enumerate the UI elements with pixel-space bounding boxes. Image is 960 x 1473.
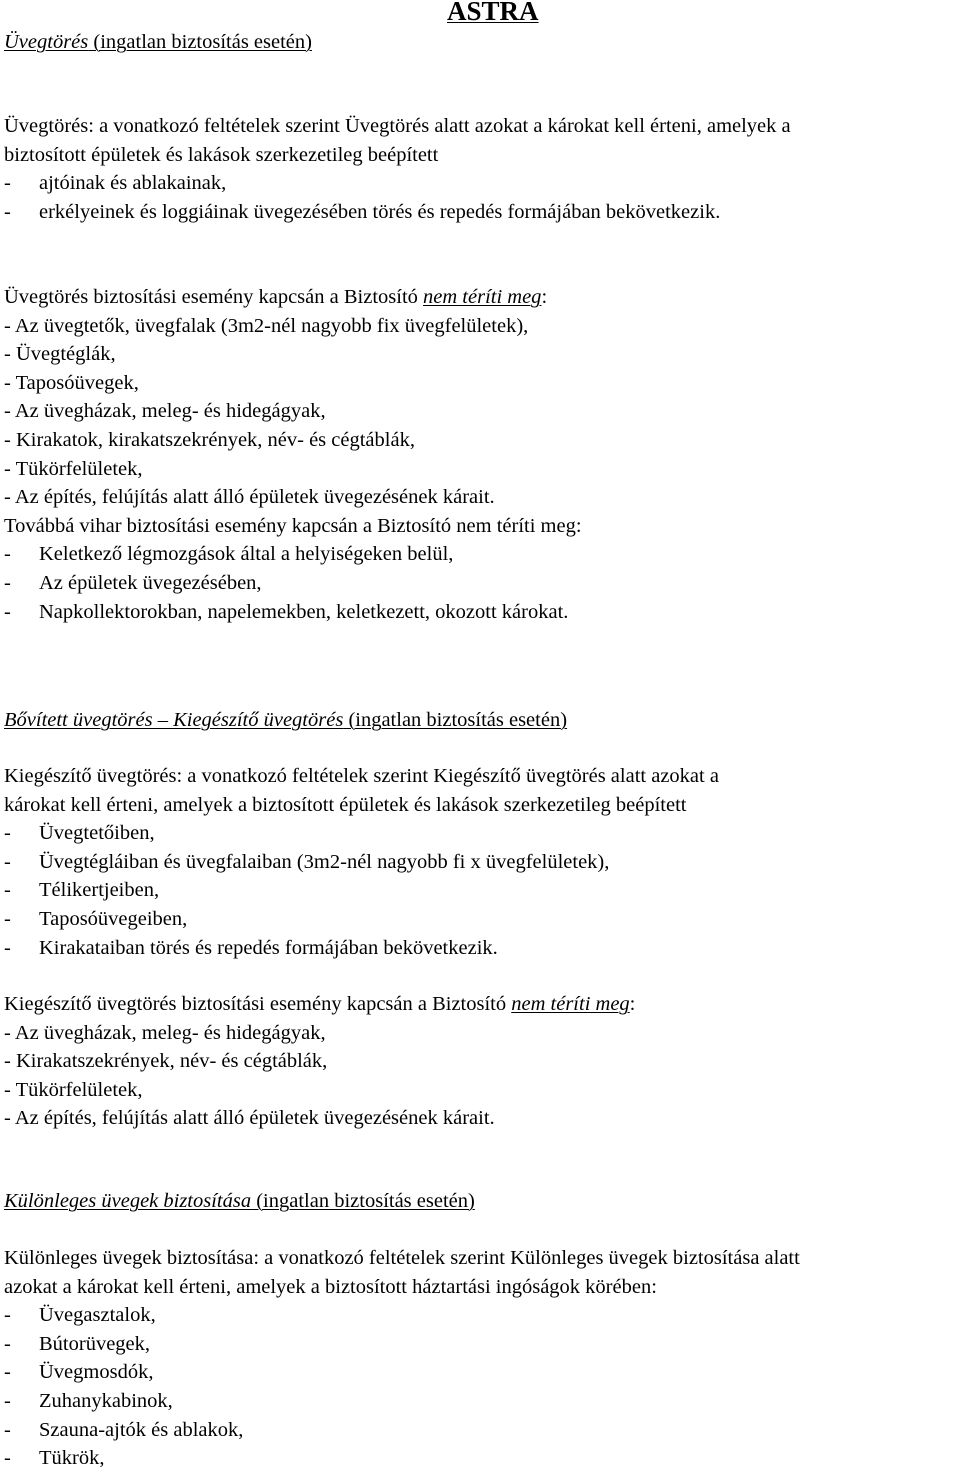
paragraph-line: Kiegészítő üvegtörés: a vonatkozó feltételek szerint Kiegészítő üvegtörés alatt azokat a [4, 765, 719, 787]
list-item: - erkélyeinek és loggiáinak üvegezésében törés és repedés formájában bekövetkezik. [4, 200, 721, 223]
list-item: - Az építés, felújítás alatt álló épületek üvegezésének kárait. [4, 486, 495, 509]
paragraph-line: Üvegtörés: a vonatkozó feltételek szerint Üvegtörés alatt azokat a károkat kell érteni, amelyek a [4, 115, 791, 137]
list-item: - Taposóüvegeiben, [4, 907, 188, 930]
list-item: - Taposóüvegek, [4, 371, 139, 394]
section-title-italic: Bővített üvegtörés – Kiegészítő üvegtörés [4, 709, 344, 731]
list-item: - Tükörfelületek, [4, 457, 143, 480]
section-title-uvegtores [4, 28, 960, 57]
list-item: - Napkollektorokban, napelemekben, keletkezett, okozott károkat. [4, 600, 569, 623]
list-item: - Az üvegtetők, üvegfalak (3m2-nél nagyobb fix üvegfelületek), [4, 314, 529, 337]
paragraph-line: károkat kell érteni, amelyek a biztosított épületek és lakások szerkezetileg beépített [4, 793, 687, 816]
exclusions-paragraph [4, 283, 960, 626]
section-title-rest: (ingatlan biztosítás esetén) [251, 1190, 475, 1212]
list-item: - Üvegtetőiben, [4, 822, 155, 845]
exclusions-heading: Kiegészítő üvegtörés biztosítási esemény kapcsán a Biztosító nem téríti meg: [4, 993, 636, 1015]
section-title-rest: (ingatlan biztosítás esetén) [343, 709, 568, 731]
list-item: - Tükörfelületek, [4, 1078, 143, 1101]
list-item: - Az építés, felújítás alatt álló épületek üvegezésének kárait. [4, 1107, 495, 1130]
list-item: - Kirakatszekrények, név- és cégtáblák, [4, 1050, 328, 1073]
list-item: - Kirakataiban törés és repedés formájában bekövetkezik. [4, 936, 498, 959]
list-item: - Az üvegházak, meleg- és hidegágyak, [4, 400, 326, 423]
list-item: - Az üvegházak, meleg- és hidegágyak, [4, 1021, 326, 1044]
exclusions-paragraph [4, 990, 960, 1133]
paragraph-line: Különleges üvegek biztosítása: a vonatkozó feltételek szerint Különleges üvegek biztosítása alatt [4, 1247, 800, 1269]
list-item: - Keletkező légmozgások által a helyiségeken belül, [4, 543, 454, 566]
list-item: - Tükrök, [4, 1447, 105, 1470]
brand-logo-text: ASTRA [447, 0, 539, 26]
section-title-italic: Üvegtörés [4, 31, 89, 53]
section-title-italic: Különleges üvegek biztosítása [4, 1190, 252, 1212]
storm-exclusions-heading: Továbbá vihar biztosítási esemény kapcsán a Biztosító nem téríti meg: [4, 514, 582, 537]
section-title-kulonleges [4, 1187, 960, 1216]
list-item: - Üvegmosdók, [4, 1361, 154, 1384]
list-item: - Télikertjeiben, [4, 879, 160, 902]
exclusions-heading: Üvegtörés biztosítási esemény kapcsán a Biztosító nem téríti meg: [4, 286, 548, 308]
list-item: - Szauna-ajtók és ablakok, [4, 1418, 244, 1441]
section-title-rest: (ingatlan biztosítás esetén) [88, 31, 312, 53]
not-covered-emphasis: nem téríti meg [511, 993, 630, 1015]
list-item: - Üvegtégláiban és üvegfalaiban (3m2-nél nagyobb fi x üvegfelületek), [4, 850, 610, 873]
list-item: - Zuhanykabinok, [4, 1389, 173, 1412]
paragraph-line: azokat a károkat kell érteni, amelyek a biztosított háztartási ingóságok körében: [4, 1275, 657, 1298]
list-item: - Az épületek üvegezésében, [4, 571, 262, 594]
section-title-kiegeszito [4, 706, 960, 735]
list-item: - Bútorüvegek, [4, 1332, 151, 1355]
list-item: - Kirakatok, kirakatszekrények, név- és cégtáblák, [4, 428, 415, 451]
list-item: - Üvegasztalok, [4, 1304, 156, 1327]
definition-paragraph [4, 1244, 960, 1473]
paragraph-line: biztosított épületek és lakások szerkezetileg beépített [4, 143, 439, 166]
list-item: - ajtóinak és ablakainak, [4, 172, 227, 195]
list-item: - Üvegtéglák, [4, 343, 116, 366]
not-covered-emphasis: nem téríti meg [423, 286, 542, 308]
definition-paragraph [4, 762, 960, 962]
definition-paragraph [4, 112, 960, 226]
